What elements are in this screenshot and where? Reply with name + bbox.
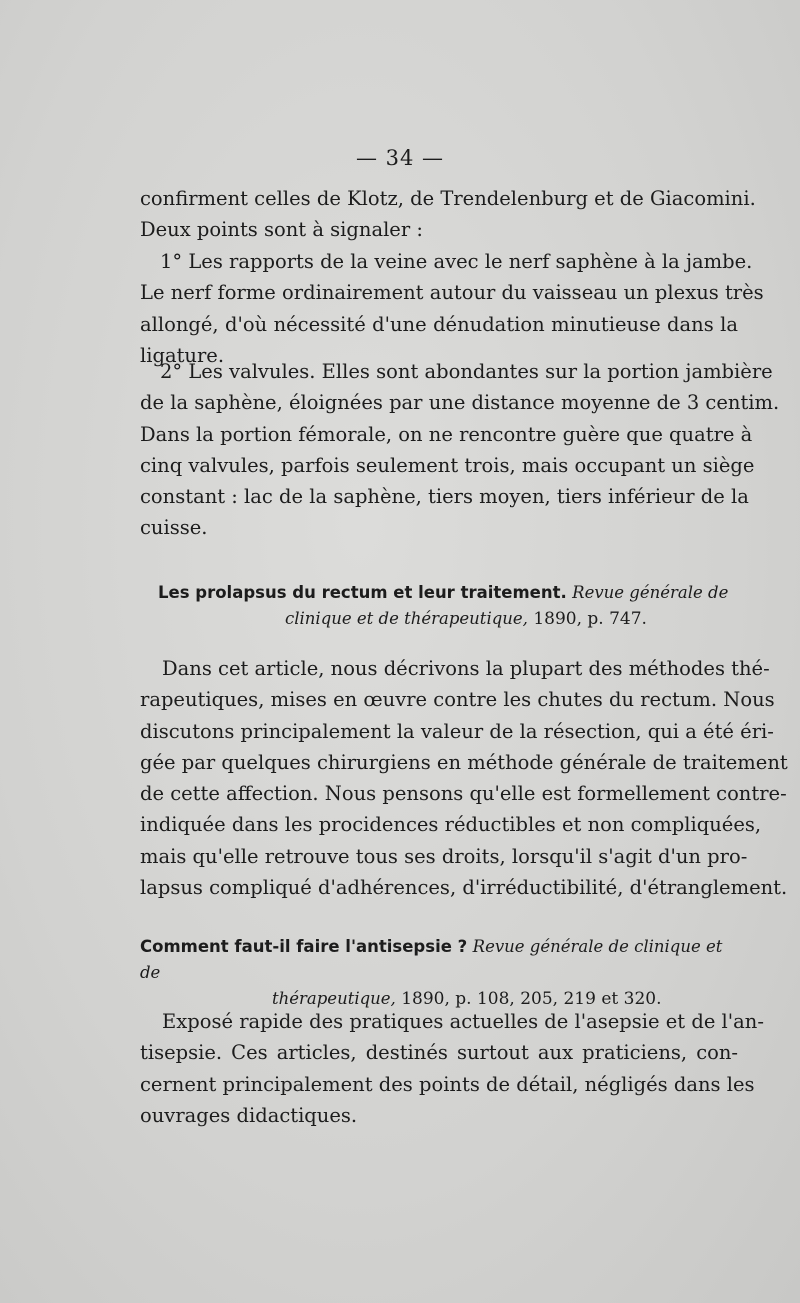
text-line: gée par quelques chirurgiens en méthode générale de traitement	[140, 750, 788, 774]
text-line: ligature.	[140, 343, 225, 367]
text-line: Dans la portion fémorale, on ne rencontre guère que quatre à	[140, 422, 753, 446]
point-1-paragraph	[140, 246, 764, 371]
text-line: de cette affection. Nous pensons qu'elle est formellement contre-	[140, 782, 787, 806]
text-line: Deux points sont à signaler :	[140, 218, 423, 242]
text-line: 1° Les rapports de la veine avec le nerf saphène à la jambe.	[160, 250, 753, 273]
section-heading-antisepsie	[140, 934, 738, 1012]
point-2-paragraph	[140, 356, 780, 544]
text-line: Dans cet article, nous décrivons la plupart des méthodes thé-	[162, 657, 770, 680]
journal-name: thérapeutique,	[272, 989, 396, 1008]
intro-paragraph	[140, 183, 756, 246]
text-line: Le nerf forme ordinairement autour du vaisseau un plexus très	[140, 281, 764, 305]
page-number: — 34 —	[355, 146, 445, 170]
section-title: Comment faut-il faire l'antisepsie ?	[140, 937, 468, 956]
text-line: 2° Les valvules. Elles sont abondantes sur la portion jambière	[160, 360, 773, 383]
text-line: de la saphène, éloignées par une distance moyenne de 3 centim.	[140, 391, 780, 415]
text-line: tisepsie. Ces articles, destinés surtout aux praticiens, con-	[140, 1041, 738, 1065]
text-line: cernent principalement des points de détail, négligés dans les	[140, 1072, 755, 1096]
text-line: lapsus compliqué d'adhérences, d'irréductibilité, d'étranglement.	[140, 876, 788, 900]
text-line: constant : lac de la saphène, tiers moyen, tiers inférieur de la	[140, 485, 749, 509]
text-line: cinq valvules, parfois seulement trois, mais occupant un siège	[140, 453, 755, 477]
text-line: rapeutiques, mises en œuvre contre les chutes du rectum. Nous	[140, 688, 775, 712]
section-1-paragraph	[140, 653, 788, 903]
journal-name: Revue générale de clinique et de	[140, 937, 723, 982]
section-2-paragraph	[140, 1006, 764, 1131]
text-line: indiquée dans les procidences réductibles et non compliquées,	[140, 813, 762, 837]
text-line: allongé, d'où nécessité d'une dénudation minutieuse dans la	[140, 312, 738, 336]
reference: 1890, p. 747.	[533, 609, 647, 629]
text-line: ouvrages didactiques.	[140, 1103, 358, 1127]
text-line: discutons principalement la valeur de la résection, qui a été éri-	[140, 719, 774, 743]
text-line: Exposé rapide des pratiques actuelles de l'asepsie et de l'an-	[162, 1010, 764, 1033]
section-title: Les prolapsus du rectum et leur traitement.	[158, 583, 567, 602]
text-line: cuisse.	[140, 516, 208, 540]
journal-name: Revue générale de	[572, 583, 729, 602]
text-line: confirment celles de Klotz, de Trendelenburg et de Giacomini.	[140, 187, 756, 210]
journal-name: clinique et de thérapeutique,	[285, 609, 528, 628]
text-line: mais qu'elle retrouve tous ses droits, lorsqu'il s'agit d'un pro-	[140, 844, 748, 868]
reference: 1890, p. 108, 205, 219 et 320.	[401, 989, 662, 1009]
section-heading-prolapsus	[140, 580, 738, 632]
